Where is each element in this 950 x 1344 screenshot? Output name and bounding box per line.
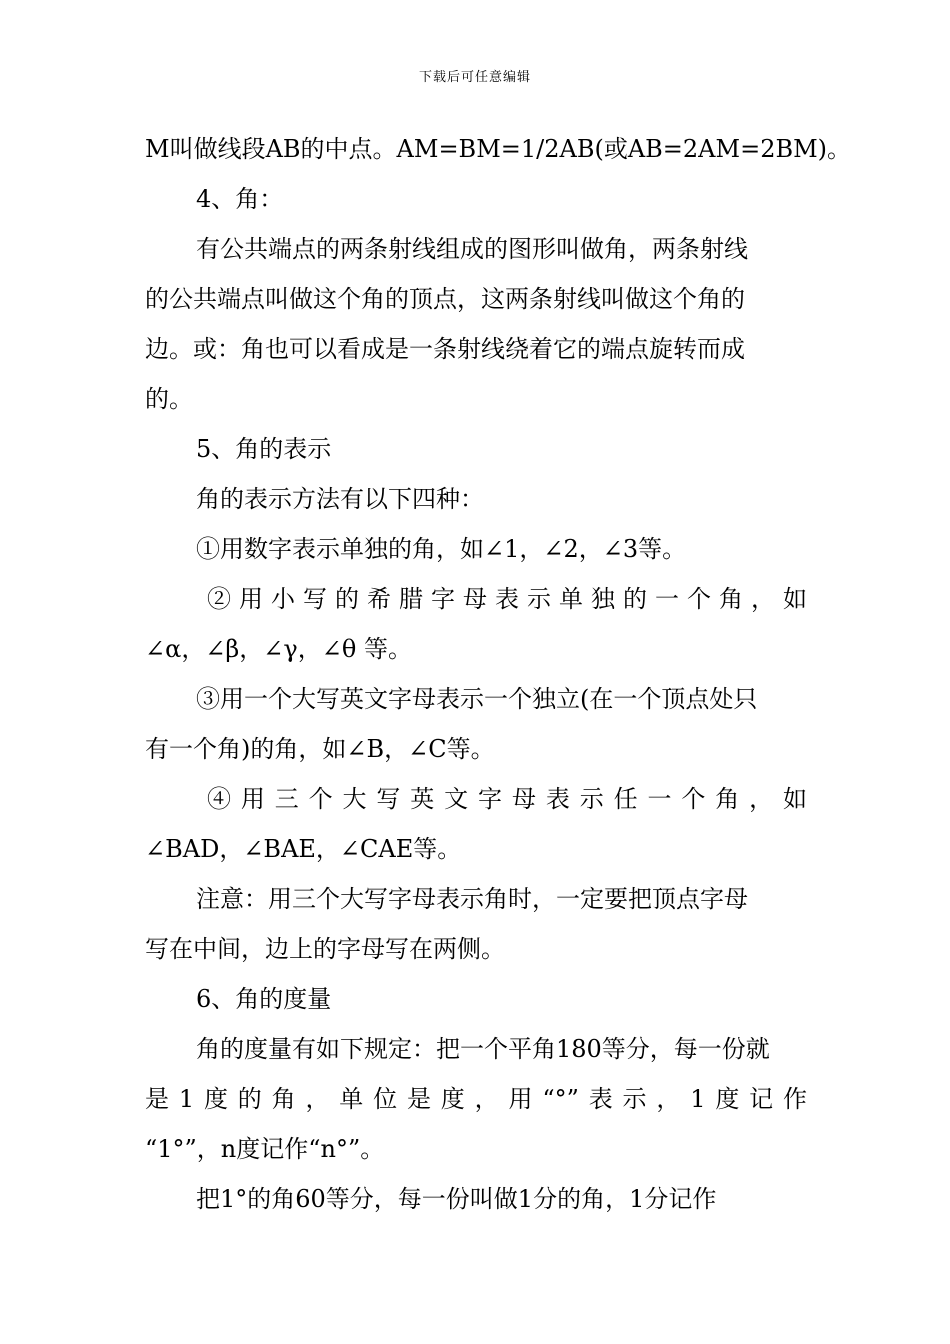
- text-line: 有公共端点的两条射线组成的图形叫做角，两条射线: [196, 235, 748, 263]
- text-line: 的。: [145, 385, 193, 413]
- text-line: ①用数字表示单独的角，如∠1，∠2，∠3等。: [196, 535, 687, 563]
- document-body: [145, 124, 852, 1224]
- text-line: 边。或：角也可以看成是一条射线绕着它的端点旋转而成: [145, 335, 745, 363]
- section-heading: 4、角：: [196, 185, 284, 213]
- text-line: 角的表示方法有以下四种：: [196, 485, 484, 513]
- text-line: 的公共端点叫做这个角的顶点，这两条射线叫做这个角的: [145, 285, 745, 313]
- text-line: ④用三个大写英文字母表示任一个角，如: [207, 785, 807, 813]
- text-line: ③用一个大写英文字母表示一个独立(在一个顶点处只: [196, 685, 758, 713]
- text-line: 角的度量有如下规定：把一个平角180等分，每一份就: [196, 1035, 770, 1063]
- text-line: ∠BAD，∠BAE，∠CAE等。: [145, 835, 462, 863]
- text-line: ∠α，∠β，∠γ，∠θ 等。: [145, 635, 412, 663]
- text-line: “1°”，n度记作“n°”。: [145, 1135, 385, 1163]
- text-line: M叫做线段AB的中点。AM=BM=1/2AB(或AB=2AM=2BM)。: [145, 135, 852, 163]
- text-line: 注意：用三个大写字母表示角时，一定要把顶点字母: [196, 885, 748, 913]
- text-line: 把1°的角60等分，每一份叫做1分的角，1分记作: [196, 1185, 717, 1213]
- text-line: 是1度的角，单位是度，用“°”表示，1度记作: [145, 1085, 807, 1113]
- section-heading: 6、角的度量: [196, 985, 332, 1013]
- page-header: 下载后可任意编辑: [418, 70, 531, 85]
- text-line: 写在中间，边上的字母写在两侧。: [145, 935, 505, 963]
- text-line: 有一个角)的角，如∠B，∠C等。: [145, 735, 495, 763]
- text-line: ②用小写的希腊字母表示单独的一个角，如: [207, 585, 807, 613]
- section-heading: 5、角的表示: [196, 435, 332, 463]
